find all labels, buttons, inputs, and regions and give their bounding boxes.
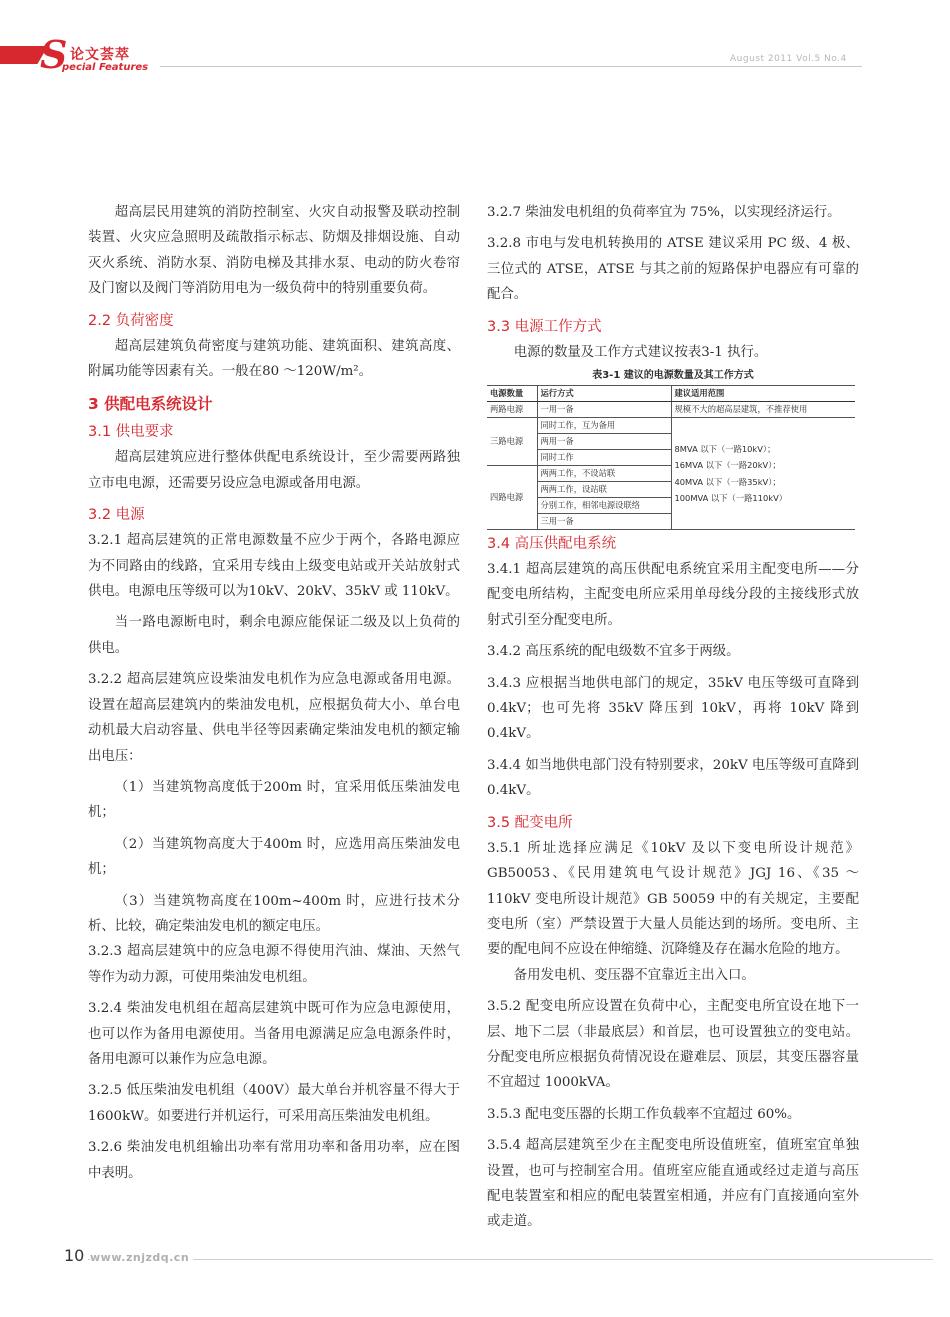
paragraph-3-2-5: 3.2.5 低压柴油发电机组（400V）最大单台并机容量不得大于 1600kW。如要进行并机运行，可采用高压柴油发电机组。 [88,1083,460,1124]
paragraph-3-4-3: 3.4.3 应根据当地供电部门的规定，35kV 电压等级可直降到 0.4kV；也可先将 35kV 降压到 10kV，再将 10kV 降到 0.4kV。 [487,675,859,742]
footer-divider [88,1259,933,1260]
table-cell: 两用一备 [537,434,671,450]
table-cell: 三路电源 [487,418,537,466]
paragraph-3-4-1: 3.4.1 超高层建筑的高压供配电系统宜采用主配变电所——分配变电所结构，主配变电所应采用单母线分段的主接线形式放射式引至分配变电所。 [487,562,859,628]
table-header-cell: 建议适用范围 [671,386,855,402]
paragraph-3-2-6: 3.2.6 柴油发电机组输出功率有常用功率和备用功率，应在图中表明。 [88,1140,460,1181]
heading-3-4: 3.4 高压供配电系统 [487,536,617,553]
paragraph-3-2-2: 3.2.2 超高层建筑应设柴油发电机作为应急电源或备用电源。设置在超高层建筑内的柴油发电机，应根据负荷大小、单台电动机最大启动容量、供电半径等因素确定柴油发电机的额定输出电压： [88,672,460,764]
paragraph-3-2-7: 3.2.7 柴油发电机组的负荷率宜为 75%，以实现经济运行。 [487,205,841,220]
table-header-row [487,386,855,402]
table-row [487,418,855,434]
footer-website: www.znjzdq.cn [90,1251,193,1264]
table-header-cell: 电源数量 [487,386,537,402]
paragraph-fire-loads: 超高层民用建筑的消防控制室、火灾自动报警及联动控制装置、火灾应急照明及疏散指示标志、防烟及排烟设施、自动灭火系统、消防水泵、消防电梯及其排水泵、电动的防火卷帘及门窗以及阀门等消防用电为一级负荷中的特别重要负荷。 [88,205,460,297]
paragraph-3-1: 超高层建筑应进行整体供配电系统设计，至少需要两路独立市电电源，还需要另设应急电源或备用电源。 [88,450,460,491]
paragraph-3-2-1b: 当一路电源断电时，剩余电源应能保证二级及以上负荷的供电。 [88,615,460,656]
table-cell: 两两工作，不设站联 [537,466,671,482]
heading-3: 3 供配电系统设计 [88,395,213,414]
paragraph-2-2: 超高层建筑负荷密度与建筑功能、建筑面积、建筑高度、附属功能等因素有关。一般在80 ～120W/m²。 [88,338,460,380]
issue-info: August 2011 Vol.5 No.4 [730,54,847,64]
table-caption: 表3-1 建议的电源数量及其工作方式 [592,370,754,382]
paragraph-3-5-3: 3.5.3 配电变压器的长期工作负载率不宜超过 60%。 [487,1106,801,1122]
scope-line: 40MVA 以下（一路35kV）； [674,476,781,487]
paragraph-3-2-3: 3.2.3 超高层建筑中的应急电源不得使用汽油、煤油、天然气等作为动力源，可使用柴油发电机组。 [88,944,460,985]
page-number: 10 [64,1246,85,1265]
right-column [487,200,859,1235]
table-cell: 四路电源 [487,466,537,530]
table-cell: 同时工作，互为备用 [537,418,671,434]
list-item-2: （2）当建筑物高度大于400m 时，应选用高压柴油发电机； [88,836,460,878]
table-cell: 一用一备 [537,402,671,418]
list-item-3: （3）当建筑物高度在100m~400m 时，应进行技术分析、比较，确定柴油发电机的额定电压。 [88,893,460,934]
header-divider [160,66,862,67]
table-cell: 同时工作 [537,450,671,466]
paragraph-3-5-1: 3.5.1 所址选择应满足《10kV 及以下变电所设计规范》GB50053、《民用建筑电气设计规范》JGJ 16、《35 ～ 110kV 变电所设计规范》GB 50059 中的有关规定，主要配变电所（室）严禁设置于大量人员能达到的场所。变电所、主要的配电间不应设在伸缩缝、沉降缝及存在漏水危险的地方。 [487,840,859,958]
paragraph-3-5-1b: 备用发电机、变压器不宜靠近主出入口。 [513,967,755,983]
table-row [487,402,855,418]
heading-3-2: 3.2 电源 [88,507,145,524]
table-cell: 规模不大的超高层建筑，不推荐使用 [671,402,855,418]
logo-chinese-title: 论文荟萃 [70,47,130,63]
heading-2-2: 2.2 负荷密度 [88,312,174,329]
logo-s: S [40,32,68,77]
paragraph-3-5-2: 3.5.2 配变电所应设置在负荷中心，主配变电所宜设在地下一层、地下二层（非最底层）和首层，也可设置独立的变电站。分配变电所应根据负荷情况设在避难层、顶层，其变压器容量不宜超过 1000kVA。 [487,999,859,1091]
logo-english-title: pecial Features [62,62,149,73]
paragraph-3-5-4: 3.5.4 超高层建筑至少在主配变电所设值班室，值班室宜单独设置，也可与控制室合用。值班室应能直通或经过走道与高压配电装置室和相应的配电装置室相通，并应有门直接通向室外或走道。 [487,1138,859,1230]
table-cell: 分别工作，相邻电源设联络 [537,498,671,514]
heading-3-3: 3.3 电源工作方式 [487,318,602,335]
table-cell: 三用一备 [537,514,671,530]
paragraph-3-4-4: 3.4.4 如当地供电部门没有特别要求，20kV 电压等级可直降到 0.4kV。 [487,757,860,799]
page-header [0,32,950,80]
paragraph-3-4-2: 3.4.2 高压系统的配电级数不宜多于两级。 [487,644,740,660]
scope-line: 100MVA 以下（一路110kV） [674,493,788,504]
paragraph-3-3: 电源的数量及工作方式建议按表3-1 执行。 [513,344,768,360]
scope-line: 16MVA 以下（一路20kV）； [674,460,781,471]
power-supply-table [487,385,855,530]
table-cell: 两两工作，设站联 [537,482,671,498]
paragraph-3-2-4: 3.2.4 柴油发电机组在超高层建筑中既可作为应急电源使用，也可以作为备用电源使用。当备用电源满足应急电源条件时，备用电源可以兼作为应急电源。 [88,1001,460,1067]
table-header-cell: 运行方式 [537,386,671,402]
heading-3-5: 3.5 配变电所 [487,814,573,831]
table-cell: 两路电源 [487,402,537,418]
paragraph-3-2-1: 3.2.1 超高层建筑的正常电源数量不应少于两个，各路电源应为不同路由的线路，宜采用专线由上级变电站或开关站放射式供电。电源电压等级可以为10kV、20kV、35kV 或 110kV。 [88,533,460,600]
heading-3-1: 3.1 供电要求 [88,424,174,441]
paragraph-3-2-8: 3.2.8 市电与发电机转换用的 ATSE 建议采用 PC 级、4 极、三位式的 ATSE，ATSE 与其之前的短路保护电器应有可靠的配合。 [487,236,859,303]
table-cell-scope [671,418,855,530]
scope-line: 8MVA 以下（一路10kV）； [674,443,776,454]
left-column [88,200,460,1186]
list-item-1: （1）当建筑物高度低于200m 时，宜采用低压柴油发电机； [88,779,460,821]
